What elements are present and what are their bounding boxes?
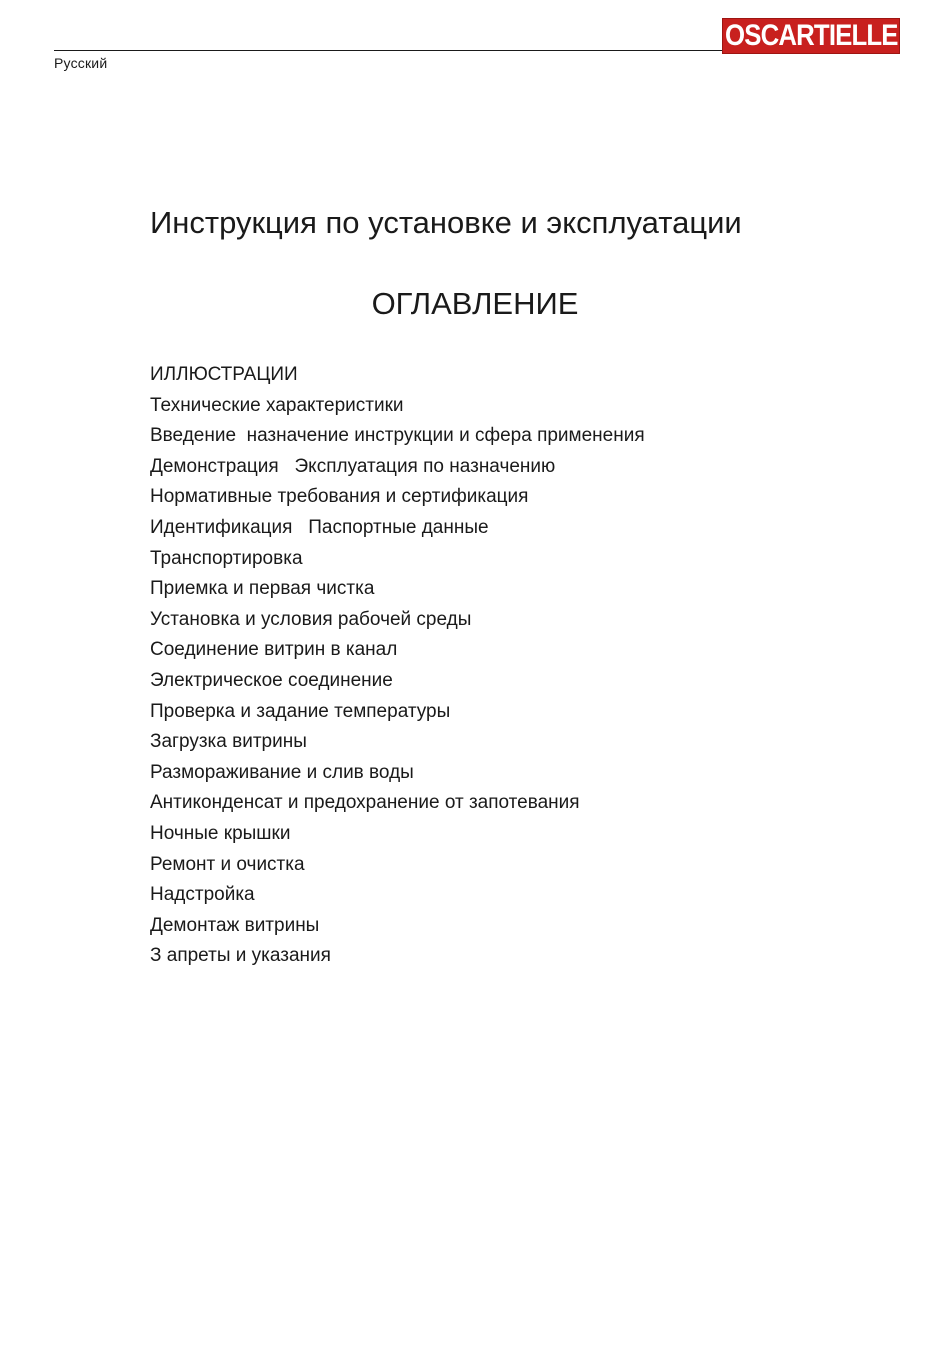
table-of-contents <box>150 360 645 972</box>
language-label: Русский <box>54 55 108 71</box>
toc-item-illustrations[interactable]: ИЛЛЮСТРАЦИИ <box>150 364 298 385</box>
toc-item-technical-specs[interactable]: Технические характеристики <box>150 394 404 416</box>
toc-item-dismantling[interactable]: Демонтаж витрины <box>150 914 320 936</box>
toc-item-identification[interactable]: Идентификация Паспортные данные <box>150 516 489 538</box>
toc-heading: ОГЛАВЛЕНИЕ <box>371 286 579 321</box>
header-rule <box>54 50 722 51</box>
brand-logo-text: OSCARTIELLE <box>724 19 898 52</box>
toc-item-introduction[interactable]: Введение назначение инструкции и сфера применения <box>150 425 645 447</box>
toc-item-connection[interactable]: Соединение витрин в канал <box>150 639 398 661</box>
toc-item-superstructure[interactable]: Надстройка <box>150 884 255 906</box>
toc-item-demonstration[interactable]: Демонстрация Эксплуатация по назначению <box>150 455 556 477</box>
toc-item-prohibitions[interactable]: З апреты и указания <box>150 945 331 967</box>
toc-item-acceptance[interactable]: Приемка и первая чистка <box>150 578 375 600</box>
document-title: Инструкция по установке и эксплуатации <box>150 205 742 240</box>
toc-item-defrosting[interactable]: Размораживание и слив воды <box>150 761 414 783</box>
toc-item-electrical[interactable]: Электрическое соединение <box>150 669 393 691</box>
toc-item-regulations[interactable]: Нормативные требования и сертификация <box>150 486 529 508</box>
toc-item-transportation[interactable]: Транспортировка <box>150 547 303 569</box>
toc-item-installation[interactable]: Установка и условия рабочей среды <box>150 608 472 630</box>
toc-item-repair[interactable]: Ремонт и очистка <box>150 853 305 875</box>
toc-item-temperature[interactable]: Проверка и задание температуры <box>150 700 451 722</box>
toc-item-anticondensation[interactable]: Антиконденсат и предохранение от запотевания <box>150 792 580 814</box>
toc-item-loading[interactable]: Загрузка витрины <box>150 731 307 753</box>
brand-logo <box>722 18 900 54</box>
toc-item-night-covers[interactable]: Ночные крышки <box>150 822 291 844</box>
